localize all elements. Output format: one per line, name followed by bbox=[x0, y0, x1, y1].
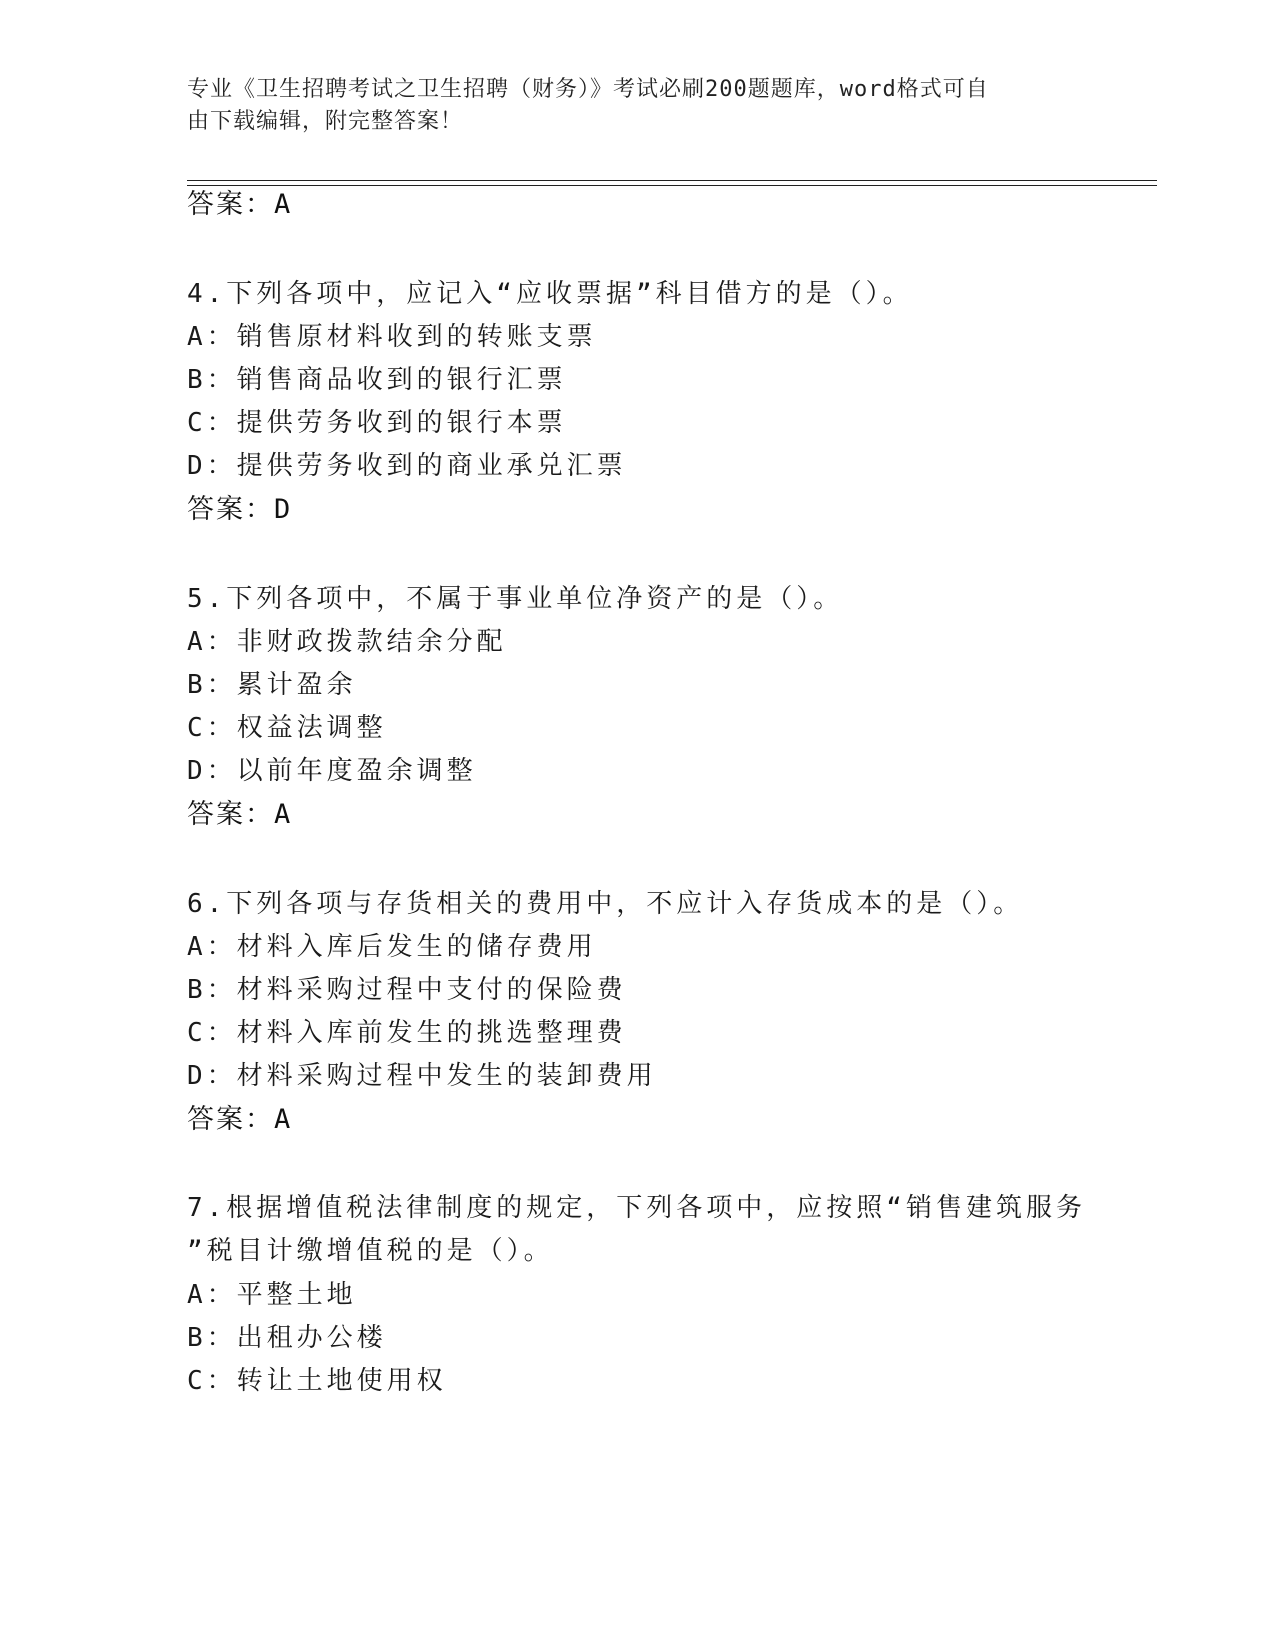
question-7-option-a: A：平整土地 bbox=[187, 1280, 357, 1310]
question-7-stem-line-2: ”税目计缴增值税的是（）。 bbox=[187, 1236, 554, 1266]
question-5-option-c: C：权益法调整 bbox=[187, 713, 387, 743]
question-5-stem: 5.下列各项中，不属于事业单位净资产的是（）。 bbox=[187, 584, 844, 614]
header-line-1: 专业《卫生招聘考试之卫生招聘（财务）》考试必刷200题题库，word格式可自 bbox=[187, 77, 989, 102]
question-4-option-c: C：提供劳务收到的银行本票 bbox=[187, 408, 567, 438]
question-7-option-c: C：转让土地使用权 bbox=[187, 1366, 447, 1396]
question-5-option-d: D：以前年度盈余调整 bbox=[187, 756, 477, 786]
answer-previous-question: 答案：A bbox=[187, 189, 293, 220]
question-4-stem: 4.下列各项中，应记入“应收票据”科目借方的是（）。 bbox=[187, 279, 913, 309]
question-5-option-b: B：累计盈余 bbox=[187, 670, 357, 700]
question-4-option-b: B：销售商品收到的银行汇票 bbox=[187, 365, 567, 395]
header-divider-top bbox=[187, 180, 1157, 181]
question-4-option-d: D：提供劳务收到的商业承兑汇票 bbox=[187, 451, 627, 481]
document-header bbox=[187, 74, 1067, 138]
question-4-option-a: A：销售原材料收到的转账支票 bbox=[187, 322, 597, 352]
question-6-option-a: A：材料入库后发生的储存费用 bbox=[187, 932, 597, 962]
header-line-2: 由下载编辑，附完整答案！ bbox=[187, 109, 464, 134]
header-divider-bottom bbox=[187, 185, 1157, 186]
question-6-option-d: D：材料采购过程中发生的装卸费用 bbox=[187, 1061, 657, 1091]
question-5-option-a: A：非财政拨款结余分配 bbox=[187, 627, 507, 657]
question-6-option-c: C：材料入库前发生的挑选整理费 bbox=[187, 1018, 627, 1048]
question-6-stem: 6.下列各项与存货相关的费用中，不应计入存货成本的是（）。 bbox=[187, 889, 1024, 919]
question-6-answer: 答案：A bbox=[187, 1104, 293, 1135]
question-4-answer: 答案：D bbox=[187, 494, 293, 525]
question-7-option-b: B：出租办公楼 bbox=[187, 1323, 387, 1353]
question-7-stem-line-1: 7.根据增值税法律制度的规定，下列各项中，应按照“销售建筑服务 bbox=[187, 1193, 1086, 1223]
question-6-option-b: B：材料采购过程中支付的保险费 bbox=[187, 975, 627, 1005]
question-5-answer: 答案：A bbox=[187, 799, 293, 830]
